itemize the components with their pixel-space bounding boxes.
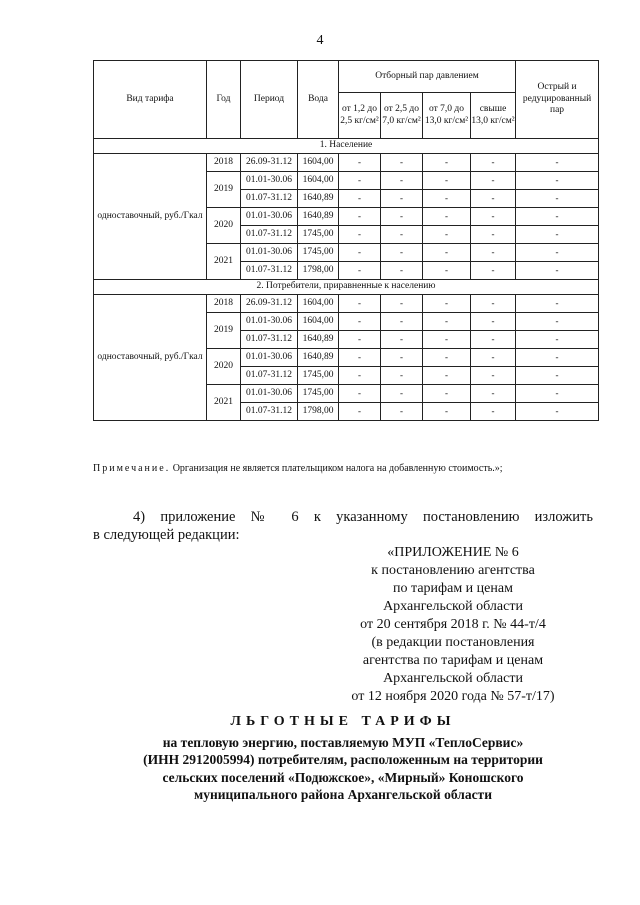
year-cell: 2021 (207, 244, 241, 280)
value-cell: - (339, 367, 381, 385)
main-title: ЛЬГОТНЫЕ ТАРИФЫ (230, 714, 456, 729)
value-cell: - (471, 367, 516, 385)
value-cell: - (423, 154, 471, 172)
year-cell: 2020 (207, 208, 241, 244)
value-cell: - (339, 172, 381, 190)
appendix-line: от 12 ноября 2020 года № 57-т/17) (351, 689, 555, 704)
value-cell: - (339, 190, 381, 208)
period-cell: 01.07-31.12 (241, 367, 298, 385)
water-cell: 1640,89 (298, 208, 339, 226)
value-cell: - (339, 385, 381, 403)
value-cell: - (423, 295, 471, 313)
water-cell: 1745,00 (298, 226, 339, 244)
value-cell: - (339, 244, 381, 262)
value-cell: - (471, 262, 516, 280)
period-cell: 01.07-31.12 (241, 262, 298, 280)
value-cell: - (516, 367, 599, 385)
value-cell: - (423, 331, 471, 349)
value-cell: - (339, 208, 381, 226)
value-cell: - (423, 262, 471, 280)
value-cell: - (381, 331, 423, 349)
value-cell: - (339, 403, 381, 421)
period-cell: 01.07-31.12 (241, 190, 298, 208)
value-cell: - (516, 226, 599, 244)
appendix-line: «ПРИЛОЖЕНИЕ № 6 (387, 545, 519, 560)
value-cell: - (381, 208, 423, 226)
value-cell: - (516, 172, 599, 190)
header-steam-4: свыше 13,0 кг/см² (471, 93, 516, 139)
value-cell: - (516, 154, 599, 172)
value-cell: - (516, 403, 599, 421)
value-cell: - (471, 295, 516, 313)
value-cell: - (516, 313, 599, 331)
water-cell: 1745,00 (298, 244, 339, 262)
header-water: Вода (298, 61, 339, 139)
water-cell: 1798,00 (298, 262, 339, 280)
value-cell: - (339, 313, 381, 331)
water-cell: 1745,00 (298, 367, 339, 385)
value-cell: - (381, 190, 423, 208)
value-cell: - (381, 154, 423, 172)
water-cell: 1640,89 (298, 349, 339, 367)
period-cell: 01.07-31.12 (241, 403, 298, 421)
paragraph-line-1: 4) приложение № 6 к указанному постановлению изложить (133, 509, 593, 525)
header-steam-1: от 1,2 до 2,5 кг/см² (339, 93, 381, 139)
value-cell: - (381, 295, 423, 313)
year-cell: 2019 (207, 313, 241, 349)
value-cell: - (381, 172, 423, 190)
appendix-line: Архангельской области (383, 671, 523, 686)
appendix-line: Архангельской области (383, 599, 523, 614)
value-cell: - (423, 244, 471, 262)
note (93, 462, 593, 477)
header-steam-group: Отборный пар давлением (339, 61, 516, 93)
page-number: 4 (316, 33, 324, 48)
note-text: Организация не является плательщиком налога на добавленную стоимость.»; (172, 463, 503, 474)
water-cell: 1604,00 (298, 172, 339, 190)
period-cell: 01.01-30.06 (241, 385, 298, 403)
year-cell: 2019 (207, 172, 241, 208)
value-cell: - (381, 313, 423, 331)
value-cell: - (423, 349, 471, 367)
appendix-line: к постановлению агентства (371, 563, 535, 578)
value-cell: - (516, 208, 599, 226)
table-body (94, 139, 599, 421)
period-cell: 01.07-31.12 (241, 226, 298, 244)
value-cell: - (339, 331, 381, 349)
paragraph-line-2: в следующей редакции: (93, 527, 240, 543)
value-cell: - (471, 154, 516, 172)
value-cell: - (471, 385, 516, 403)
value-cell: - (471, 244, 516, 262)
table-row (94, 154, 599, 172)
value-cell: - (339, 349, 381, 367)
value-cell: - (471, 313, 516, 331)
period-cell: 26.09-31.12 (241, 154, 298, 172)
year-cell: 2021 (207, 385, 241, 421)
water-cell: 1604,00 (298, 154, 339, 172)
period-cell: 01.07-31.12 (241, 331, 298, 349)
header-steam-2: от 2,5 до 7,0 кг/см² (381, 93, 423, 139)
value-cell: - (423, 226, 471, 244)
value-cell: - (339, 295, 381, 313)
period-cell: 01.01-30.06 (241, 349, 298, 367)
value-cell: - (471, 349, 516, 367)
appendix-line: (в редакции постановления (371, 635, 535, 650)
value-cell: - (516, 190, 599, 208)
value-cell: - (423, 403, 471, 421)
header-year: Год (207, 61, 241, 139)
value-cell: - (339, 226, 381, 244)
header-steam-3: от 7,0 до 13,0 кг/см² (423, 93, 471, 139)
value-cell: - (471, 190, 516, 208)
value-cell: - (423, 190, 471, 208)
section-title: 1. Население (94, 139, 599, 154)
water-cell: 1640,89 (298, 190, 339, 208)
value-cell: - (381, 385, 423, 403)
water-cell: 1604,00 (298, 313, 339, 331)
value-cell: - (516, 262, 599, 280)
period-cell: 01.01-30.06 (241, 208, 298, 226)
value-cell: - (471, 208, 516, 226)
value-cell: - (516, 295, 599, 313)
tariff-label: одноставочный, руб./Гкал (94, 154, 207, 280)
appendix-line: от 20 сентября 2018 г. № 44-т/4 (360, 617, 546, 632)
header-sharp-steam: Острый и редуцированный пар (516, 61, 599, 139)
value-cell: - (471, 226, 516, 244)
value-cell: - (381, 367, 423, 385)
year-cell: 2018 (207, 154, 241, 172)
value-cell: - (381, 403, 423, 421)
header-tariff-type: Вид тарифа (94, 61, 207, 139)
appendix-line: агентства по тарифам и ценам (362, 653, 544, 668)
appendix-line: по тарифам и ценам (393, 581, 513, 596)
tariff-label: одноставочный, руб./Гкал (94, 295, 207, 421)
title-line: муниципального района Архангельской области (194, 787, 492, 802)
water-cell: 1798,00 (298, 403, 339, 421)
value-cell: - (339, 154, 381, 172)
water-cell: 1745,00 (298, 385, 339, 403)
header-period: Период (241, 61, 298, 139)
appendix-header (320, 544, 586, 706)
value-cell: - (471, 331, 516, 349)
value-cell: - (381, 226, 423, 244)
period-cell: 01.01-30.06 (241, 172, 298, 190)
value-cell: - (423, 208, 471, 226)
value-cell: - (381, 244, 423, 262)
water-cell: 1640,89 (298, 331, 339, 349)
period-cell: 26.09-31.12 (241, 295, 298, 313)
document-title (93, 713, 593, 804)
year-cell: 2020 (207, 349, 241, 385)
value-cell: - (423, 313, 471, 331)
value-cell: - (471, 172, 516, 190)
period-cell: 01.01-30.06 (241, 244, 298, 262)
value-cell: - (471, 403, 516, 421)
water-cell: 1604,00 (298, 295, 339, 313)
title-line: сельских поселений «Подюжское», «Мирный» Коношского (162, 769, 524, 785)
table-row (94, 295, 599, 313)
value-cell: - (381, 262, 423, 280)
value-cell: - (516, 244, 599, 262)
note-label: Примечание. (93, 463, 171, 474)
value-cell: - (423, 172, 471, 190)
section-title: 2. Потребители, приравненные к населению (94, 280, 599, 295)
tariff-table (93, 60, 599, 421)
value-cell: - (423, 367, 471, 385)
value-cell: - (516, 385, 599, 403)
value-cell: - (423, 385, 471, 403)
title-line: на тепловую энергию, поставляемую МУП «ТеплоСервис» (162, 734, 524, 750)
title-line: (ИНН 2912005994) потребителям, расположенным на территории (143, 752, 543, 767)
value-cell: - (381, 349, 423, 367)
value-cell: - (516, 331, 599, 349)
period-cell: 01.01-30.06 (241, 313, 298, 331)
value-cell: - (339, 262, 381, 280)
year-cell: 2018 (207, 295, 241, 313)
value-cell: - (516, 349, 599, 367)
